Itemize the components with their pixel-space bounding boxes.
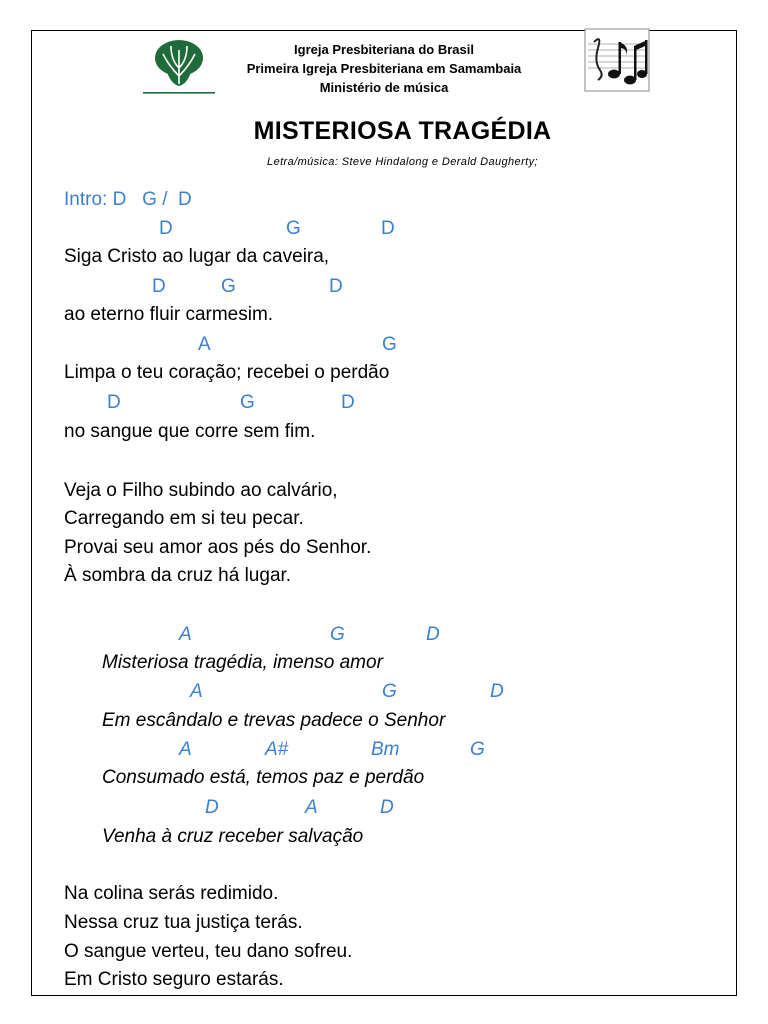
lyric-line: Carregando em si teu pecar. — [64, 508, 304, 529]
lyric-line: ao eterno fluir carmesim. — [64, 304, 274, 325]
chord: D — [381, 218, 395, 239]
chord: G — [221, 276, 236, 297]
header-church-name: Igreja Presbiteriana do Brasil — [294, 42, 474, 57]
chord: A — [179, 739, 192, 760]
chord: G — [382, 334, 397, 355]
chord: D — [341, 392, 355, 413]
chord: D — [426, 624, 440, 645]
chord: D — [329, 276, 343, 297]
chord: A — [198, 334, 211, 355]
header-congregation: Primeira Igreja Presbiteriana em Samambaia — [246, 61, 522, 76]
chord: D — [490, 681, 504, 702]
chord: G — [470, 739, 485, 760]
chord: D — [205, 797, 219, 818]
chord: A# — [265, 739, 289, 760]
lyric-line: Siga Cristo ao lugar da caveira, — [64, 246, 330, 267]
chord: D — [152, 276, 166, 297]
header-ministry: Ministério de música — [319, 80, 449, 95]
lyric-line: Provai seu amor aos pés do Senhor. — [64, 537, 372, 558]
lyric-line: Em escândalo e trevas padece o Senhor — [102, 710, 446, 731]
chord: Bm — [371, 739, 400, 760]
music-notes-icon — [584, 28, 650, 92]
song-credit: Letra/música: Steve Hindalong e Derald Daugherty; — [267, 156, 538, 168]
lyric-line: Na colina serás redimido. — [64, 883, 279, 904]
lyric-line: Misteriosa tragédia, imenso amor — [102, 652, 383, 673]
chord: D — [107, 392, 121, 413]
chord: G — [286, 218, 301, 239]
lyric-line: Venha à cruz receber salvação — [102, 826, 364, 847]
chord: G — [240, 392, 255, 413]
lyric-line: O sangue verteu, teu dano sofreu. — [64, 941, 353, 962]
chord: D — [159, 218, 173, 239]
lyric-line: À sombra da cruz há lugar. — [64, 565, 292, 586]
lyric-line: Em Cristo seguro estarás. — [64, 969, 284, 990]
chord: D — [380, 797, 394, 818]
lyric-line: no sangue que corre sem fim. — [64, 421, 316, 442]
chord: G — [330, 624, 345, 645]
lyric-line: Limpa o teu coração; recebei o perdão — [64, 362, 390, 383]
chord: G — [382, 681, 397, 702]
lyric-line: Consumado está, temos paz e perdão — [102, 767, 425, 788]
lyric-line: Nessa cruz tua justiça terás. — [64, 912, 303, 933]
lyric-line: Veja o Filho subindo ao calvário, — [64, 480, 338, 501]
song-title: MISTERIOSA TRAGÉDIA — [253, 117, 552, 145]
chord: A — [305, 797, 318, 818]
chord: A — [190, 681, 203, 702]
chord: A — [179, 624, 192, 645]
intro-chords: Intro: D G / D — [64, 189, 192, 210]
